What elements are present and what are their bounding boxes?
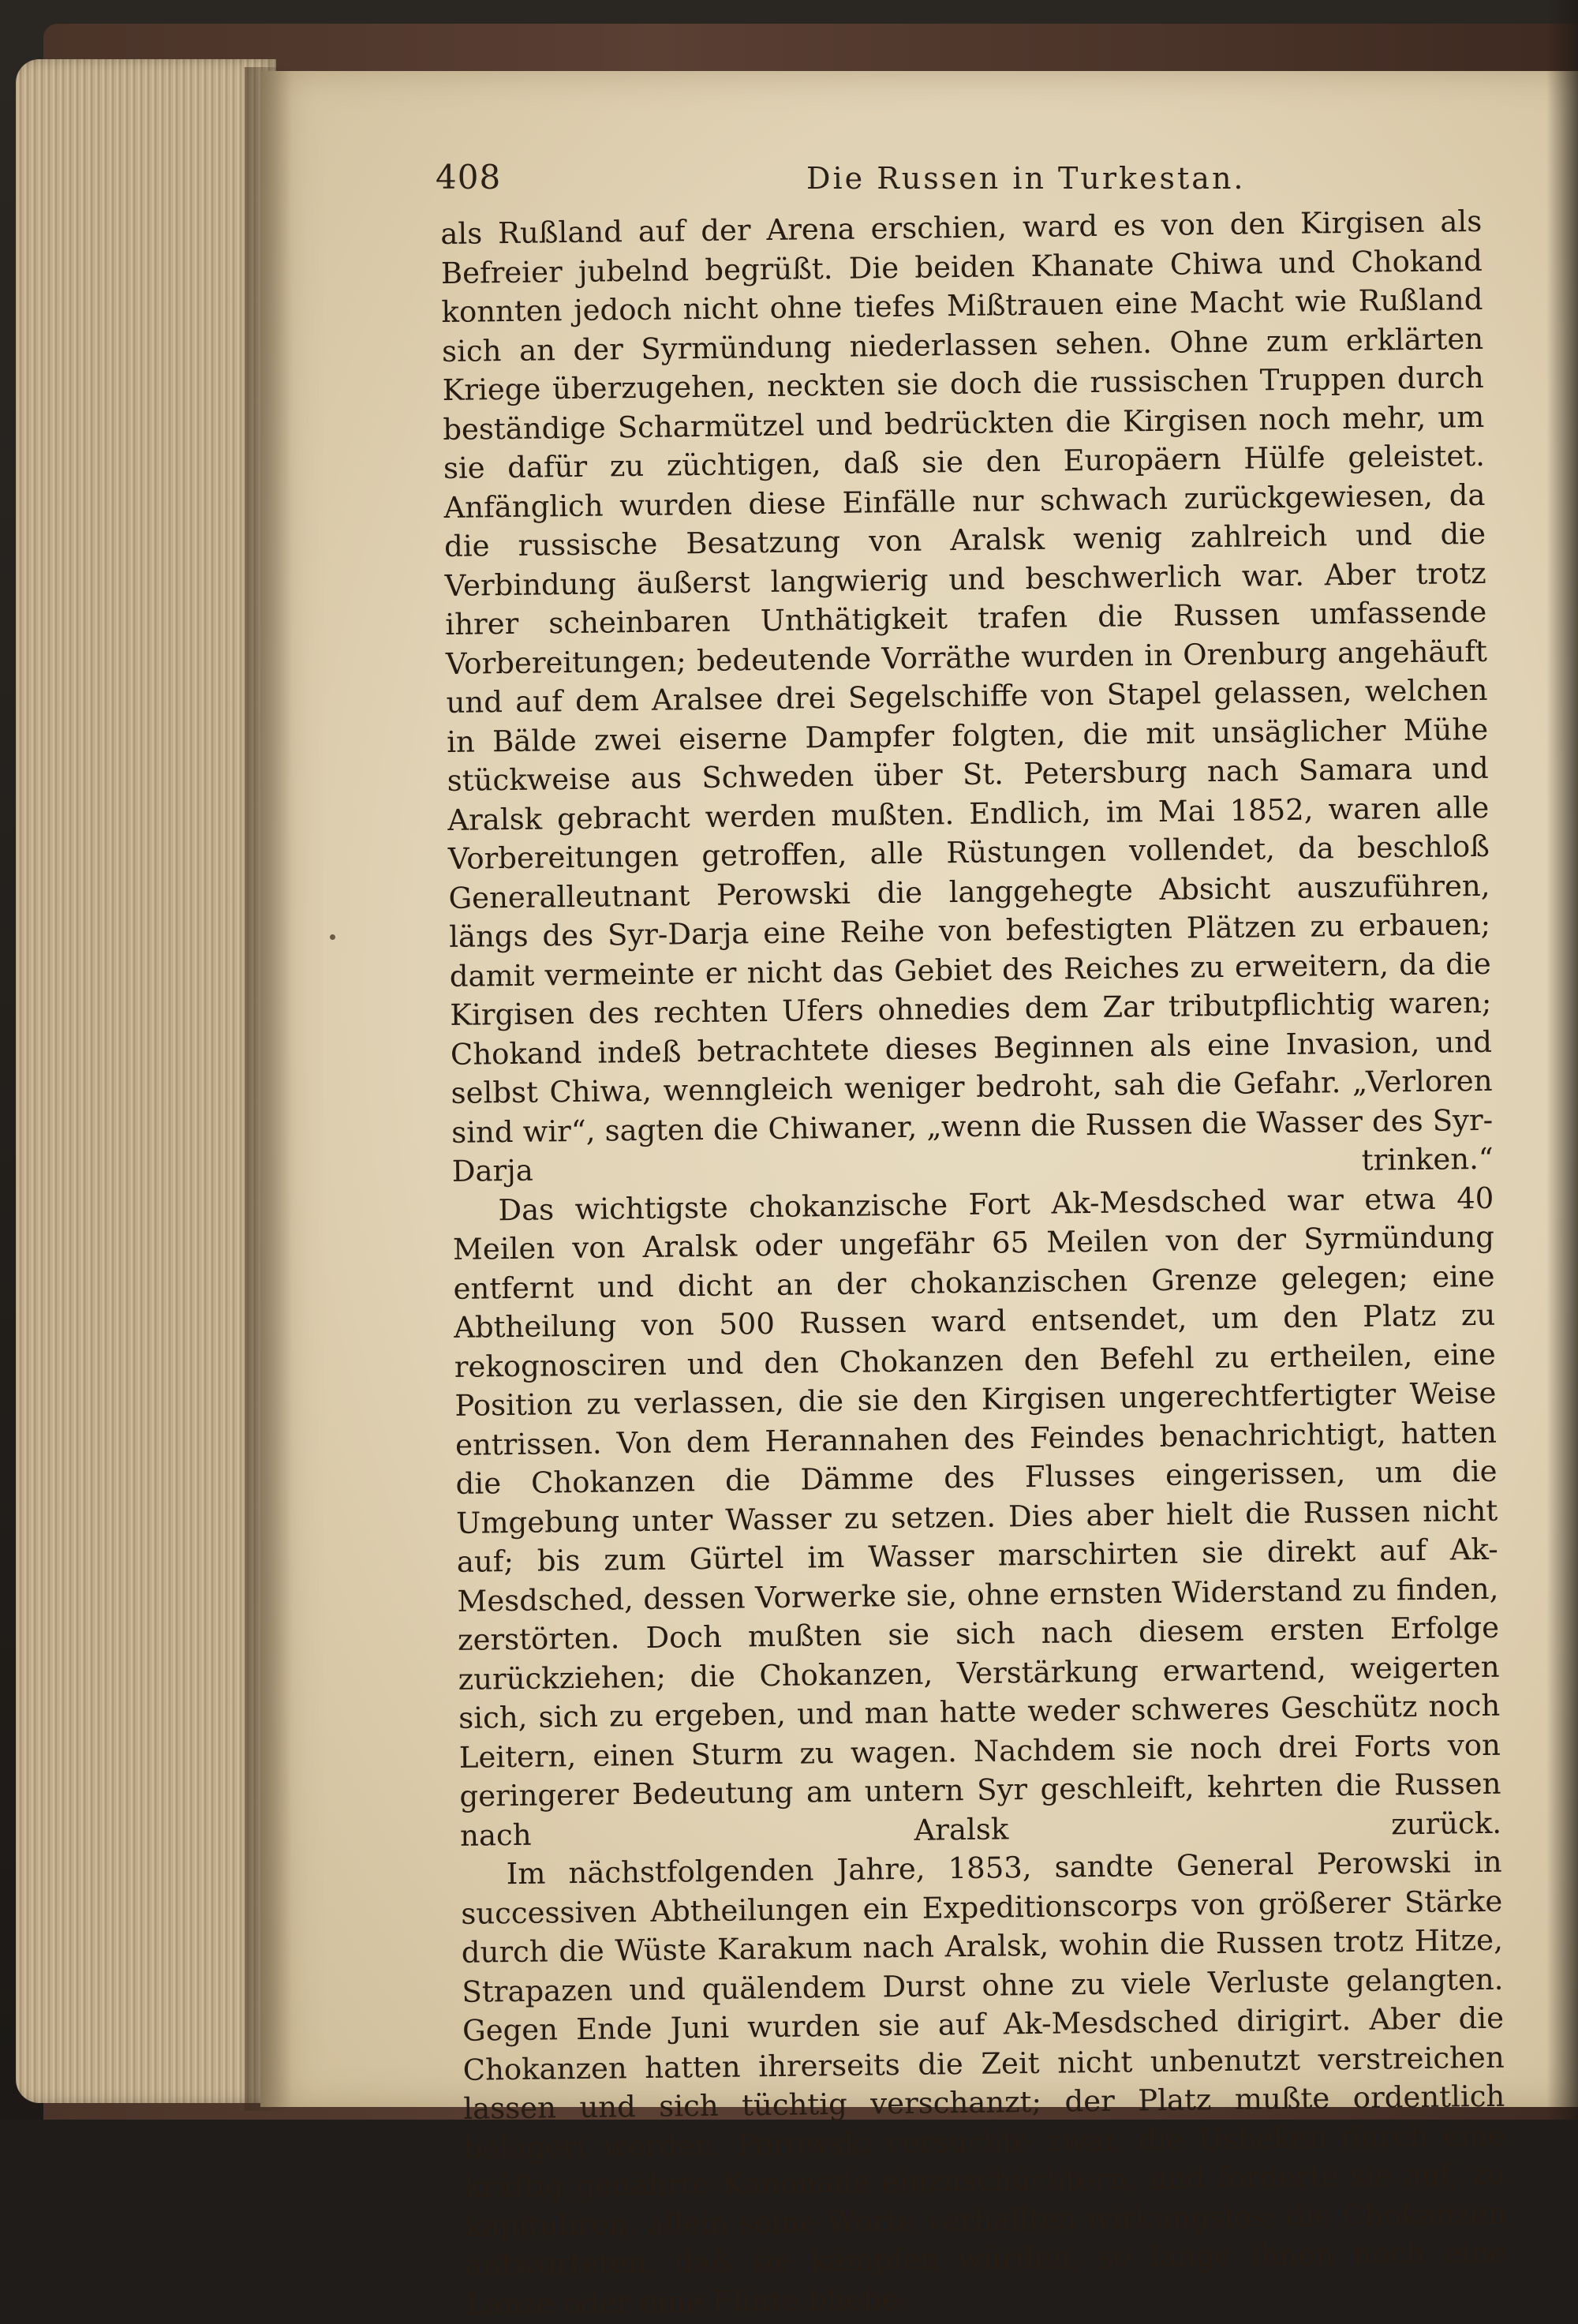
paragraph-3: Im nächstfolgenden Jahre, 1853, sandte General Perowski in successiven Abtheilungen ein Expeditionscorps von größerer Stärke durch die Wüste Karakum nach Aralsk, wohin die Russen trotz Hitze, Strapazen und quälendem Durst ohne zu viele Verluste gelangten. Gegen Ende Juni wurden sie auf Ak-Mesdsched dirigirt. Aber die Chokanzen hatten ihrerseits die Zeit nicht unbenutzt verstreichen lassen und sich tüchtig verschanzt; der Platz mußte ordentlich belagert werden. Perowski versuchte zwar, die Usbeken durch eine kräftig genährte Kanonade einzuschüchtern, und forderte sie auf, zu kapituliren, allein seine Worte verhallten wirkungslos; die Chokanzen antworteten, daß sie kämpfen würden, so lange ihnen noch eine Lanze oder eine Flinte bliebe. xyxy=(461,1844,1507,2322)
page-edges xyxy=(16,59,276,2103)
running-head xyxy=(436,158,1453,205)
running-title: Die Russen in Turkestan. xyxy=(806,161,1246,196)
page-number: 408 xyxy=(436,158,502,196)
margin-dot xyxy=(330,934,335,940)
body-text xyxy=(440,202,1508,2324)
paragraph-2: Das wichtigste chokanzische Fort Ak-Mesdsched war etwa 40 Meilen von Aralsk oder ungefähr 65 Meilen von der Syrmündung entfernt und dicht an der chokanzischen Grenze gelegen; eine Abtheilung von 500 Russen ward entsendet, um den Platz zu rekognosciren und den Chokanzen den Befehl zu ertheilen, eine Position zu verlassen, die sie den Kirgisen ungerechtfertigter Weise entrissen. Von dem Herannahen des Feindes benachrichtigt, hatten die Chokanzen die Dämme des Flusses eingerissen, um die Umgebung unter Wasser zu setzen. Dies aber hielt die Russen nicht auf; bis zum Gürtel im Wasser marschirten sie direkt auf Ak-Mesdsched, dessen Vorwerke sie, ohne ernsten Widerstand zu finden, zerstörten. Doch mußten sie sich nach diesem ersten Erfolge zurückziehen; die Chokanzen, Verstärkung erwartend, weigerten sich, sich zu ergeben, und man hatte weder schweres Geschütz noch Leitern, einen Sturm zu wagen. Nachdem sie noch drei Forts von geringerer Bedeutung am untern Syr geschleift, kehrten die Russen nach Aralsk zurück. xyxy=(452,1181,1502,1853)
paragraph-1: als Rußland auf der Arena erschien, ward es von den Kirgisen als Befreier jubelnd begrüßt. Die beiden Khanate Chiwa und Chokand konnten jedoch nicht ohne tiefes Mißtrauen eine Macht wie Rußland sich an der Syrmündung niederlassen sehen. Ohne zum erklärten Kriege überzugehen, neckten sie doch die russischen Truppen durch beständige Scharmützel und bedrückten die Kirgisen noch mehr, um sie dafür zu züchtigen, daß sie den Europäern Hülfe geleistet. Anfänglich wurden diese Einfälle nur schwach zurückgewiesen, da die russische Besatzung von Aralsk wenig zahlreich und die Verbindung äußerst langwierig und beschwerlich war. Aber trotz ihrer scheinbaren Unthätigkeit trafen die Russen umfassende Vorbereitungen; bedeutende Vorräthe wurden in Orenburg angehäuft und auf dem Aralsee drei Segelschiffe von Stapel gelassen, welchen in Bälde zwei eiserne Dampfer folgten, die mit unsäglicher Mühe stückweise aus Schweden über St. Petersburg nach Samara und Aralsk gebracht werden mußten. Endlich, im Mai 1852, waren alle Vorbereitungen getroffen, alle Rüstungen vollendet, da beschloß Generalleutnant Perowski die langgehegte Absicht auszuführen, längs des Syr-Darja eine Reihe von befestigten Plätzen zu erbauen; damit vermeinte er nicht das Gebiet des Reiches zu erweitern, da die Kirgisen des rechten Ufers ohnedies dem Zar tributpflichtig waren; Chokand indeß betrachtete dieses Beginnen als eine Invasion, und selbst Chiwa, wenngleich weniger bedroht, sah die Gefahr. „Verloren sind wir“, sagten die Chiwaner, „wenn die Russen die Wasser des Syr-Darja trinken.“ xyxy=(440,204,1494,1188)
gutter-shadow xyxy=(245,67,292,2111)
page-edge-shadow xyxy=(1546,0,1578,2120)
